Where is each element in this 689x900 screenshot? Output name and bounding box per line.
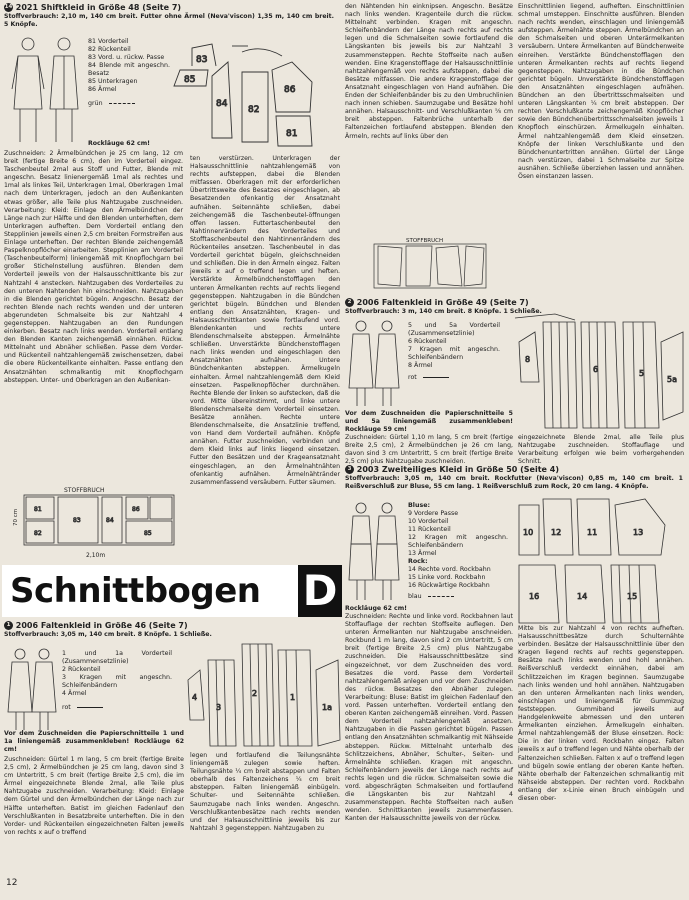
part-item: 16 Rückwärtige Rockbahn (408, 582, 490, 589)
legend-color-label: rot (62, 704, 71, 711)
layout-width: 2,10m (86, 552, 106, 559)
section-title: Zweiteiliges Kleid in Größe 50 (Seite 4) (381, 465, 559, 474)
dress-illustration-14 (6, 34, 86, 152)
legend-line (109, 103, 135, 104)
section-title: Shiftkleid in Größe 48 (Seite 7) (40, 3, 182, 12)
svg-text:84: 84 (216, 99, 228, 109)
svg-text:12: 12 (551, 528, 562, 537)
parts-list-14 (88, 38, 170, 108)
section-title: Faltenkleid in Größe 49 (Seite 7) (381, 298, 529, 307)
part-item: 2 Rückenteil (62, 666, 101, 673)
svg-text:5: 5 (639, 369, 645, 378)
section-1-header (4, 621, 342, 639)
svg-text:83: 83 (73, 517, 81, 524)
pattern-pieces-3 (515, 495, 685, 625)
svg-text:81: 81 (34, 506, 42, 513)
part-item: 15 Linke vord. Rockbahn (408, 574, 486, 581)
part-item: 12 Kragen mit angeschn. Schleifenbändern (408, 534, 508, 549)
svg-text:82: 82 (248, 105, 260, 115)
legend-color-label: grün (88, 100, 103, 107)
section-2-instructions: Zuschneiden: Gürtel 1,10 m lang, 5 cm breit (fertige Breite 2,5 cm), 2 Ärmelbündchen je 26 cm lang, davon sind 3 cm Untertritt, 5 cm breit (fertige Breite 2,5 cm) plus Nahtzugabe zuschneiden. (345, 434, 513, 466)
svg-text:13: 13 (633, 528, 644, 537)
section-badge: 1 (4, 621, 13, 630)
svg-text:10: 10 (523, 528, 534, 537)
part-item: 81 Vorderteil (88, 38, 129, 45)
stoffbruch-label: STOFFBRUCH (406, 238, 444, 244)
section-2-right: eingezeichnete Blende 2mal, alle Teile plus Nahtzugabe zuschneiden. Stoffauflage und Verarbeitung erfolgen wie beim vorhergehenden Schnitt. (518, 434, 684, 466)
part-item: 6 Rückenteil (408, 338, 447, 345)
section-3-header (345, 465, 683, 491)
section-1-note: Vor dem Zuschneiden die Papierschnitteile 1 und 1a liniengemäß zusammenkleben! Rockläuge 62 cm! (4, 730, 184, 754)
stoffbruch-label: STOFFBRUCH (64, 487, 105, 494)
section-3-right: Mitte bis zur Nahtzahl 4 von rechts aufheften. Halsausschnittbesätze durch Schulternähte verbinden. Besätze der Halsausschnittlinie über den Kragen liegend rechts auf rechts gegensteppen. Besätze nach links wenden und hohl annähen. Reißverschluß verdeckt einnähen, dabei am Schlitzzeichen im Kragen beginnen. Saumzugabe nach links wenden und hohl annähen. Nahtzugaben an den unteren Ärmelkanten nach links wenden, einschlagen und liniengemäß für Gummizug feststeppen. Gummiband jeweils auf Handgelenkweite abmessen und den unteren Ärmelkanten einziehen. Ärmelkugeln einhalten. Ärmel nahtzahlengemäß der Bluse einsetzen. Rock: Die in der linken vord. Rockbahn eingez. Falten jeweils x auf o treffend legen und Nähte oberhalb der Faltenzeichen schließen. Falten x auf o treffend legen und bügeln sowie entlang der oberen Kante heften. Nähte oberhalb der Faltenzeichen schmalkantig mit Nähseide absteppen. Der rechten vord. Rockbahn entlang der x-Linie einen Bruch einbügeln und diesen ober- (518, 625, 684, 802)
part-item: 84 Blende mit angeschn. Besatz (88, 62, 170, 77)
rock-length-note: Rockläuge 62 cm! (345, 605, 407, 612)
legend-color-label: blau (408, 593, 422, 600)
schnittbogen-banner (2, 565, 342, 617)
layout-height: 70 cm (12, 508, 19, 527)
svg-text:16: 16 (529, 592, 540, 601)
svg-text:5a: 5a (667, 375, 677, 384)
section-id: 2006 (356, 298, 380, 307)
part-item: 3 Kragen mit angeschn. Schleifenbändern (62, 674, 172, 689)
fabric-usage: Stoffverbrauch: 3,05 m, 140 cm breit. Rockfutter (Neva'viscon) 0,85 m, 140 cm breit. 1 Reißverschluß zur Bluse, 55 cm lang. 1 Reißverschluß zum Rock, 20 cm lang. 4 Knöpfe. (345, 475, 683, 491)
section-id: 2021 (15, 3, 39, 12)
rock-length-note: Rockläuge 62 cm! (88, 140, 150, 147)
cutting-layout-sketch (372, 236, 488, 292)
section-1-mid: legen und fortlaufend die Teilungsnähte liniengemäß zulegen sowie heften. Teilungsnähte ¼ cm breit abstappen und Falten oberhalb des Faltenzeichens ¼ cm breit absteppen. Falten liniengemäß einbügeln. Schulter- und Seitennähte schließen. Saumzugabe nach links wenden. Angeschn. Verschlußkantenbesätze nach rechts wenden und der Halsausschnittlinie jeweils bis zur Nahtzahl 3 gegensteppen. Nahtzugaben zu (190, 752, 340, 832)
dress-illustration-3 (347, 500, 403, 604)
part-item: 82 Rückenteil (88, 46, 131, 53)
parts-list-2 (408, 322, 500, 382)
svg-text:1a: 1a (322, 703, 332, 712)
svg-text:8: 8 (525, 355, 531, 364)
svg-text:1: 1 (290, 693, 296, 702)
svg-text:82: 82 (34, 530, 42, 537)
section-id: 2003 (356, 465, 380, 474)
part-item: 8 Ärmel (408, 362, 433, 369)
part-item: 9 Vordere Passe (408, 510, 459, 517)
svg-text:6: 6 (593, 365, 599, 374)
legend-color-label: rot (408, 374, 417, 381)
part-item: 7 Kragen mit angeschn. Schleifenbändern (408, 346, 500, 361)
column-2-text: ten verstürzen. Unterkragen der Halsausschnittlinie nahtzahlengemäß von rechts aufsteppen, dabei die Blenden mitfassen. Oberkragen mit der erforderlichen Übertrittsweite des Besatzes eingeschlagen, ab Besatzenden ofenkantig der Ansatznaht aufnähen. Seitennähte schließen, dabei zeichengemäß die Taschenbeutel-öffnungen offen lassen. Futtertaschenbeutel den Nahtinnenrändern des Vorderteiles und Stofftaschenbeutel den Nahtinnenrändern des Rückenteiles ansetzen. Taschenbeutel in das Vorderteil gerichtet bügeln, gleichschneiden und schließen. Die in den Ärmeln eingez. Falten jeweils x auf o treffend legen und heften. Verstärkte Ärmelbündchenstofflagen den unteren Ärmelkanten rechts auf rechts liegend gegensteppen. Nahtzugaben in die Bündchen gerichtet bügeln. Bündchen und Blenden entlang den Ansatznähten, Kragen- und Halsausschnittkanten sowie fortlaufend vord. Blendenkanten und rechts untere Blendenschmalseite absteppen. Ärmelnähte schließen. Unverstärkte Bündchenstofflagen nach links wenden und eingeschlagen den Ansatznähten aufnähen. Untere Bündchenkanten absteppen. Ärmelkugeln einhalten. Ärmel nahtzahlengemäß dem Kleid einsetzen. Paspelknopflöcher durchnähen. Rechte Blende der linken so aufstecken, daß die vord. Mitte übereinstimmt, und linke untere Blendenschmalseite dem Vorderteil einsetzen. Besätze annähen. Rechte untere Blendenschmalseite, die Ansatzlinie treffend, von Hand dem Vorderteil aufnähen. Knöpfe annähen. Futter zuschneiden, verbinden und dem Kleid links auf links liegend einsetzen. Futter den Besätzen und der Krageansatznaht eingeschlagen, an den Ärmelnahtnähten ofenkantig aufnähen. Ärmelnähtränder zusammenfassend versäubern. Futter säumen. (190, 155, 340, 486)
svg-text:84: 84 (106, 517, 114, 524)
part-item: 5 und 5a Vorderteil (Zusammensetzlinie) (408, 322, 500, 337)
part-item: 85 Unterkragen (88, 78, 138, 85)
svg-text:2: 2 (252, 689, 258, 698)
section-1-instructions: Zuschneiden: Gürtel 1 m lang, 5 cm breit (fertige Breite 2,5 cm), 2 Ärmelbündchen je 25 cm lang, davon sind 3 cm Untertritt, 5 cm breit (fertige Breite 2,5 cm), die im Ärmel eingezeichnete Blende 2mal, alle Teile plus Nahtzugabe zuschneiden. Verarbeitung: Kleid: Einlage dem Gürtel und den Ärmelbündchen der Länge nach zur Hälfte unterheften. Batist im gleichen Fadenlauf den Verschlußkanten in Besatzbreite unterheften. Die in den Vorder- und Rückenteilen eingezeichneten Falten jeweils von rechts x auf o treffend (4, 756, 184, 836)
section-3-instructions: Zuschneiden: Rechte und linke vord. Rockbahnen laut Stoffauflage der rechten Stoffseite auflegen. Den unteren Ärmelkanten nur Nahtzugabe anschneiden. Rockbund 1 m lang, davon sind 2 cm Untertritt, 5 cm breit (fertige Breite 2,5 cm) plus Nahtzugabe zuschneiden. Die Halsausschnittbesätze sind eingezeichnet, vor dem Zuschneiden des vord. Besatzes die vord. Passe dem Vorderteil nahtzahlengemäß anlegen und vor dem Zuschneiden des rückw. Besatzes den Abnäher zulegen. Verarbeitung: Bluse: Batist im gleichen Fadenlauf den vord. Passen unterheften. Vorderteil entlang den oberen Kanten zeichengemäß einreihen. Vord. Passen dem Vorderteil nahtzahlengemäß ansetzen. Nahtzugaben in die Passen gerichtet bügeln. Passen entlang den Ansatznähten schmalkantig mit Nähseide absteppen. Rückw. Mittelnaht unterhalb des Schlitzzeichens, Abnäher, Schulter-, Seiten- und Ärmelnähte schließen. Kragen mit angeschn. Schleifenbändern jeweils der Länge nach rechts auf rechts legen und die rückw. Schmalseiten sowie die vord. abgeschrägten Schmalseiten und fortlaufend die Längskanten bis zur Nahtzahl 4 zusammensteppen. Rechte Stoffseiten nach außen wenden. Schnittkanten jeweils zusammenfassen. Kanten der Halsausschnitte jeweils von der rückw. (345, 613, 513, 823)
svg-text:85: 85 (184, 75, 196, 85)
part-item: 1 und 1a Vorderteil (Zusammensetzlinie) (62, 650, 172, 665)
section-badge: 3 (345, 465, 354, 474)
section-title: Faltenkleid in Größe 46 (Seite 7) (40, 621, 188, 630)
svg-text:14: 14 (577, 592, 588, 601)
svg-text:4: 4 (192, 693, 198, 702)
section-14-instructions: Zuschneiden: 2 Ärmelbündchen je 25 cm lang, 12 cm breit (fertige Breite 6 cm), den im Vorderteil eingez. Taschenbeutel 2mal aus Stoff und Futter, Blende mit angeschn. Besatz linienergemäß 1mal als rechtes und 1mal als linkes Teil, Unterkragen 1mal, Oberkragen 1mal nach dem Unterkragen, jedoch an den Außenkanten etwas größer, alle Teile plus Nahtzugabe zuschneiden. Verarbeitung: Kleid: Einlage den Ärmelbündchen der Länge nach zur Hälfte und den Blenden unterheften, dem Unterkragen aufheften. Dem Vorderteil entlang den Stepplinien jeweils einen 2,5 cm breiten Formstreifen aus Einlage unterheften. Der rechten Blende zeichengemäß Paspelknopflöcher einarbeiten. Stepplinien am Vorderteil (Taschenbeutelform) liniengemäß mit Knopflochgarn bei großer Stichelnstellung ausführen. Blenden dem Vorderteil jeweils von der Halsausschnittkante bis zur Nahtzahl 4 anstecken. Nahtzugaben des Vorderteiles zu den unteren Nahtenden hin einschneiden. Nahtzugaben in die Blenden gerichtet bügeln. Angeschn. Besatz der rechten Blende nach rechts wenden und der unteren abgerundeten Schmalseite bis zur Nahtzahl 4 gegensteppen. Nahtzugaben an den Rundungen einkerben. Besatz nach links wenden. Vorderteil entlang den Blenden Kanten zeichengemäß einnähen. Rückw. Mittelnaht und Abnäher schließen. Passe dem Vorder- und Rückenteil nahtzahlengemäß zwischensetzen, dabei die obere Rückenteilkante einhalten. Passe entlang den Ansatznähten schmalkantig mit Knopflochgarn absteppen. Unter- und Oberkragen an den Außenkan- (4, 150, 183, 384)
section-badge: 14 (4, 4, 13, 10)
section-14-header (4, 3, 334, 29)
pattern-pieces-2 (515, 312, 685, 430)
section-2-note: Vor dem Zuschneiden die Papierschnitteile 5 und 5a liniengemäß zusammenkleben! Rockläuge 59 cm! (345, 410, 513, 434)
svg-text:86: 86 (284, 85, 296, 95)
group-label: Rock: (408, 558, 428, 565)
part-item: 4 Ärmel (62, 690, 87, 697)
column-3-text: den Nähtenden hin einknipsen. Angeschn. Besätze nach links wenden. Kragenteile durch die rückw. Mittelnaht verbinden. Kragen mit angeschn. Schleifenbändern der Länge nach rechts auf rechts legen und die Schmalseiten sowie fortlaufend die Längskanten bis jeweils bis zur Nahtzahl 3 zusammensteppen. Rechte Stoffseite nach außen wenden. Eine Kragenstofflage der Halsausschnittlinie nahtzahlengemäß von rechts aufsteppen, dabei die Besätze mitfassen. Die andere Kragenstofflage der Ansatznaht eingeschlagen von Hand aufnähen. Die Enden der Schleifenbänder bis zu den Umbruchlinien nach innen schieben. Saumzugabe und Besätze hohl annähen. Halsausschnitt- und Verschlußkanten ⅝ cm breit absteppen. Faltenbrüche unterhalb der Faltenzeichen fortlaufend absteppen. Blenden den Ärmeln, rechts auf links über den (345, 3, 513, 140)
legend-line (77, 707, 103, 708)
fabric-usage: Stoffverbrauch: 2,10 m, 140 cm breit. Futter ohne Ärmel (Neva'viscon) 1,35 m, 140 cm breit. 5 Knöpfe. (4, 13, 334, 29)
banner-title: Schnittbogen (10, 571, 261, 611)
svg-text:83: 83 (196, 55, 208, 65)
column-4-text: Einschnittlinien liegend, aufheften. Einschnittlinien schmal umsteppen. Einschnitte ausführen. Blenden nach rechts wenden, einschlagen und liniengemäß aufsteppen. Ärmelnähte steppen. Ärmelbündchen an den Schmalseiten und oberen Unterärmelkanten versäubern. Untere Ärmelkanten auf Bündchenweite einreihen. Verstärkte Bündchenstofflagen den unteren Ärmelkanten rechts auf rechts liegend gegensteppen. Nahtzugaben in die Bündchen gerichtet bügeln. Unverstärkte Bündchenstofflagen den Ansatznähten eingeschlagen aufnähen. Bündchen an den Übertrittsschmalseiten und unteren Längskanten ¼ cm breit absteppen. Der rechten Verschlußkante zeichengemäß Knopflöcher sowie den Bündchenübertrittsschmalseiten jeweils 1 Knopfloch einschürzen. Ärmelkugeln einhalten. Ärmel nahtzahlengemäß dem Kleid einsetzen. Knöpfe der linken Verschlußkante und den Bündchenuntertritten annähen. Gürtel der Länge nach verstürzen, dabei 1 Schmalseite zur Spitze ausnähen. Schließe überziehen lassen und annähen. Ösen einstanzen lassen. (518, 3, 684, 180)
part-item: 86 Ärmel (88, 86, 117, 93)
part-item: 83 Vord. u. rückw. Passe (88, 54, 165, 61)
part-item: 11 Rückenteil (408, 526, 451, 533)
fabric-usage: Stoffverbrauch: 3,05 m, 140 cm breit. 8 Knöpfe. 1 Schließe. (4, 631, 212, 638)
legend-line (428, 596, 454, 597)
svg-text:15: 15 (627, 592, 638, 601)
svg-text:81: 81 (286, 129, 298, 139)
part-item: 13 Ärmel (408, 550, 437, 557)
section-id: 2006 (15, 621, 39, 630)
part-item: 10 Vorderteil (408, 518, 449, 525)
fabric-usage: Stoffverbrauch: 3 m, 140 cm breit. 8 Knöpfe. 1 Schließe. (345, 308, 542, 315)
parts-list-1 (62, 650, 172, 712)
pattern-pieces-1 (186, 640, 342, 750)
cutting-layout-14 (18, 486, 180, 558)
pattern-pieces-14 (172, 42, 332, 150)
part-item: 14 Rechte vord. Rockbahn (408, 566, 491, 573)
group-label: Bluse: (408, 502, 430, 509)
svg-text:3: 3 (216, 703, 222, 712)
parts-list-3 (408, 502, 508, 601)
dress-illustration-1 (6, 646, 58, 732)
banner-letter: D (298, 565, 342, 617)
page-number: 12 (6, 878, 18, 888)
legend-line (423, 377, 449, 378)
svg-text:85: 85 (144, 530, 152, 537)
section-badge: 2 (345, 298, 354, 307)
svg-text:11: 11 (587, 528, 598, 537)
dress-illustration-2 (347, 318, 403, 410)
svg-text:86: 86 (132, 506, 140, 513)
